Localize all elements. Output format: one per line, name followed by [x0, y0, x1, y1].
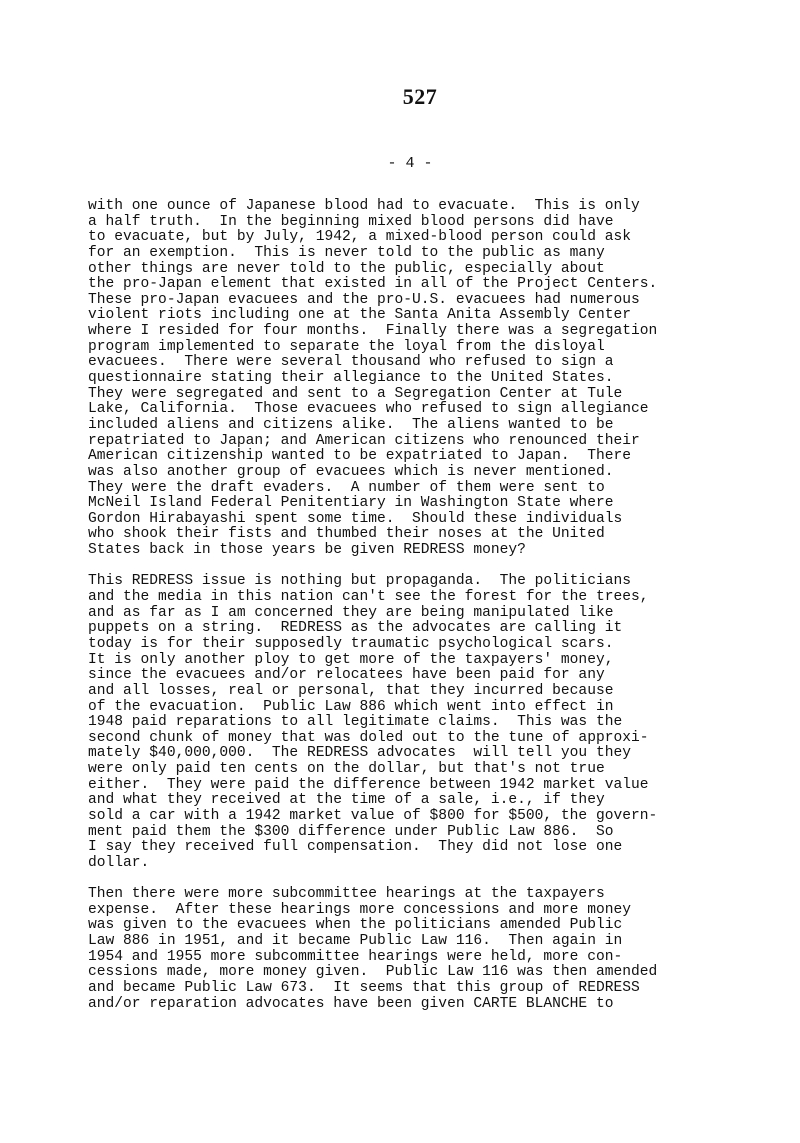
paragraph [88, 199, 788, 559]
text-line: to evacuate, but by July, 1942, a mixed-blood person could ask [88, 229, 631, 246]
text-line: These pro-Japan evacuees and the pro-U.S. evacuees had numerous [88, 291, 640, 308]
text-line: a half truth. In the beginning mixed blood persons did have [88, 213, 614, 230]
text-line: evacuees. There were several thousand who refused to sign a [88, 354, 614, 371]
text-line: repatriated to Japan; and American citizens who renounced their [88, 432, 640, 449]
text-line: American citizenship wanted to be expatriated to Japan. There [88, 448, 631, 465]
text-line: today is for their supposedly traumatic psychological scars. [88, 635, 614, 652]
text-line: with one ounce of Japanese blood had to evacuate. This is only [88, 198, 640, 214]
text-line: I say they received full compensation. They did not lose one [88, 839, 623, 856]
text-line: Law 886 in 1951, and it became Public Law 116. Then again in [88, 933, 623, 950]
text-line: program implemented to separate the loyal from the disloyal [88, 338, 605, 355]
text-line: was also another group of evacuees which is never mentioned. [88, 463, 614, 480]
text-line: 1954 and 1955 more subcommittee hearings were held, more con- [88, 948, 623, 965]
text-line: of the evacuation. Public Law 886 which went into effect in [88, 698, 614, 715]
text-line: violent riots including one at the Santa Anita Assembly Center [88, 307, 631, 324]
text-line: included aliens and citizens alike. The aliens wanted to be [88, 416, 614, 433]
text-line: ment paid them the $300 difference under Public Law 886. So [88, 823, 614, 840]
text-line: the pro-Japan element that existed in all of the Project Centers. [88, 276, 658, 293]
text-line: They were segregated and sent to a Segregation Center at Tule [88, 385, 623, 402]
paragraph [88, 574, 788, 871]
text-line: and the media in this nation can't see the forest for the trees, [88, 589, 649, 606]
text-line: and what they received at the time of a sale, i.e., if they [88, 792, 605, 809]
text-line: where I resided for four months. Finally there was a segregation [88, 323, 658, 340]
paragraph [88, 887, 788, 1012]
text-line: Then there were more subcommittee hearings at the taxpayers [88, 886, 605, 903]
text-line: other things are never told to the public, especially about [88, 260, 605, 277]
body-text [88, 199, 788, 1028]
text-line: McNeil Island Federal Penitentiary in Washington State where [88, 495, 614, 512]
text-line: mately $40,000,000. The REDRESS advocates will tell you they [88, 745, 631, 762]
text-line: and as far as I am concerned they are being manipulated like [88, 604, 614, 621]
text-line: either. They were paid the difference between 1942 market value [88, 776, 649, 793]
text-line: 1948 paid reparations to all legitimate claims. This was the [88, 714, 623, 731]
text-line: This REDRESS issue is nothing but propaganda. The politicians [88, 573, 631, 590]
text-line: for an exemption. This is never told to the public as many [88, 244, 605, 261]
text-line: and became Public Law 673. It seems that this group of REDRESS [88, 980, 640, 997]
page-number: 527 [402, 84, 438, 109]
text-line: sold a car with a 1942 market value of $800 for $500, the govern- [88, 807, 658, 824]
text-line: and/or reparation advocates have been given CARTE BLANCHE to [88, 995, 614, 1012]
text-line: expense. After these hearings more concessions and more money [88, 901, 631, 918]
text-line: and all losses, real or personal, that they incurred because [88, 682, 614, 699]
text-line: They were the draft evaders. A number of them were sent to [88, 479, 605, 496]
text-line: It is only another ploy to get more of the taxpayers' money, [88, 651, 614, 668]
text-line: Lake, California. Those evacuees who refused to sign allegiance [88, 401, 649, 418]
text-line: since the evacuees and/or relocatees have been paid for any [88, 667, 605, 684]
text-line: questionnaire stating their allegiance to the United States. [88, 370, 614, 387]
text-line: were only paid ten cents on the dollar, but that's not true [88, 761, 605, 778]
text-line: Gordon Hirabayashi spent some time. Should these individuals [88, 510, 623, 527]
text-line: cessions made, more money given. Public Law 116 was then amended [88, 964, 658, 981]
text-line: States back in those years be given REDRESS money? [88, 542, 526, 559]
text-line: puppets on a string. REDRESS as the advocates are calling it [88, 620, 623, 637]
text-line: dollar. [88, 854, 150, 871]
text-line: second chunk of money that was doled out to the tune of approxi- [88, 729, 649, 746]
text-line: was given to the evacuees when the politicians amended Public [88, 917, 623, 934]
section-marker: - 4 - [387, 155, 433, 172]
text-line: who shook their fists and thumbed their noses at the United [88, 526, 605, 543]
